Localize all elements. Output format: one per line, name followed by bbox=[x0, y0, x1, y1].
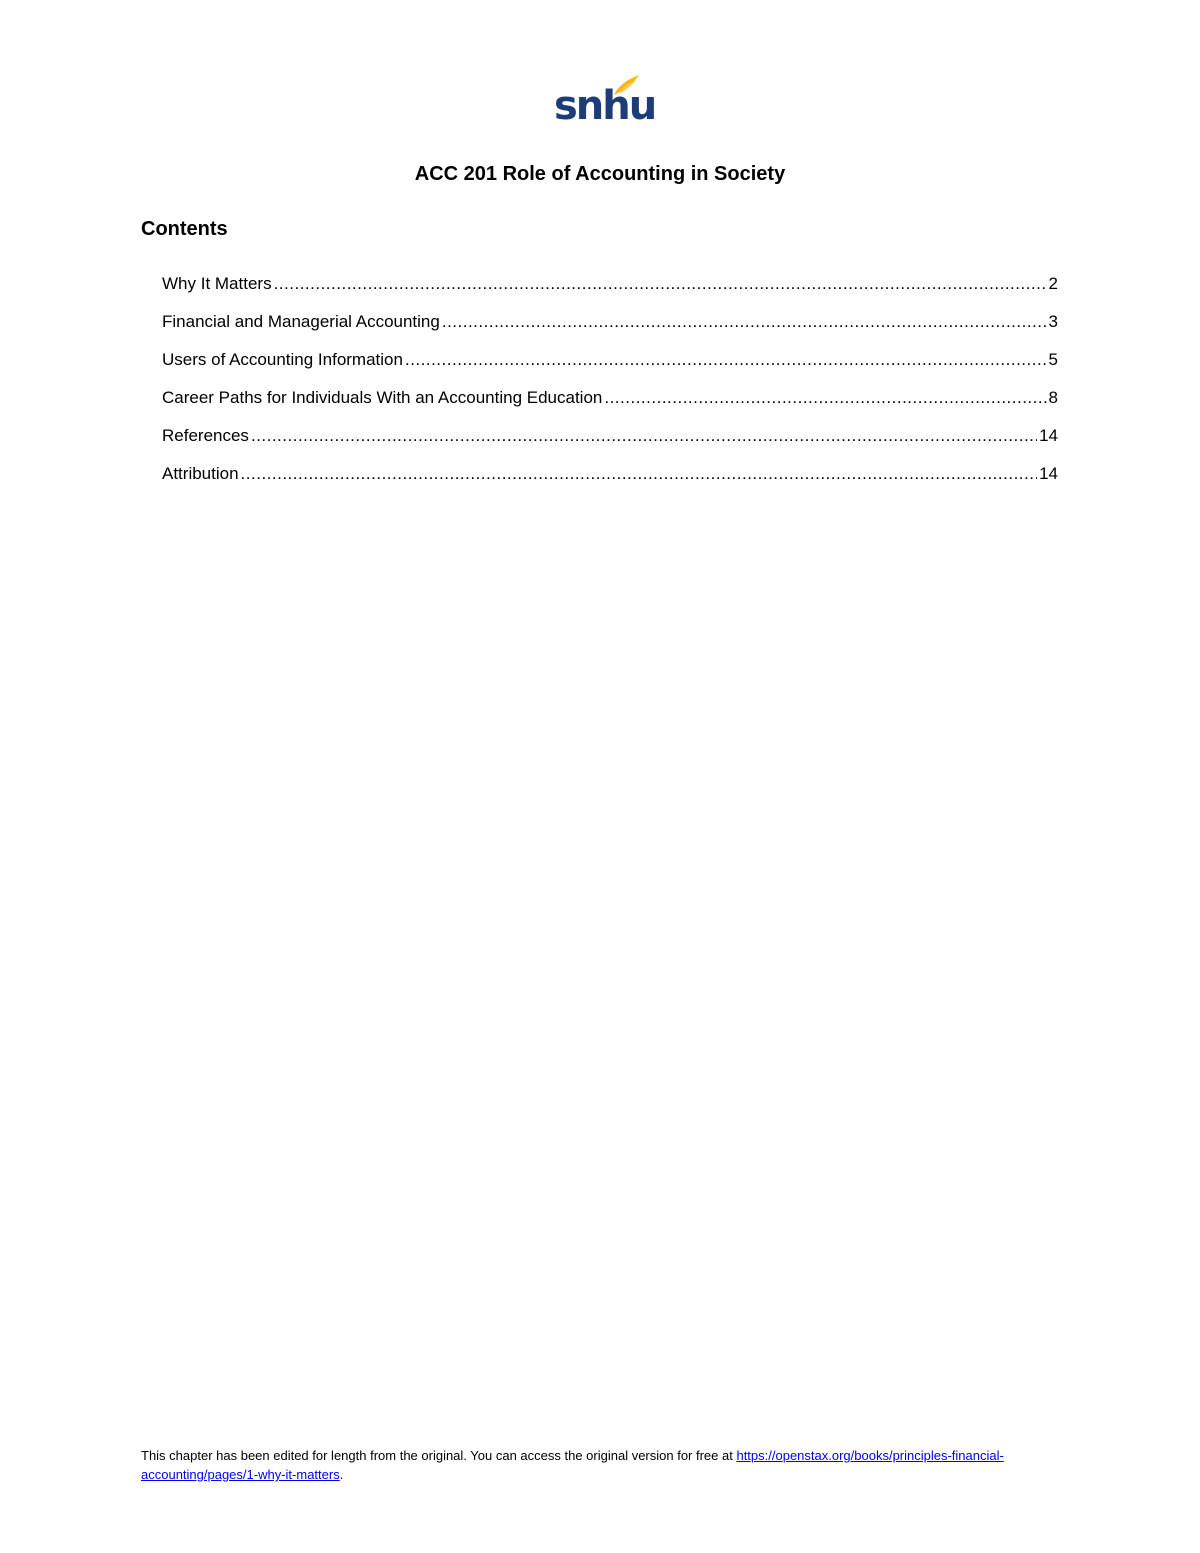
toc-entry-label: Financial and Managerial Accounting bbox=[162, 312, 440, 331]
toc-entry-label: Why It Matters bbox=[162, 274, 272, 293]
toc-entry-label: References bbox=[162, 426, 249, 445]
openstax-source-link[interactable]: https://openstax.org/books/principles-financial-accounting/pages/1-why-it-matters bbox=[141, 1448, 1004, 1482]
toc-entry-page: 14 bbox=[1039, 426, 1058, 445]
table-of-contents bbox=[162, 272, 1058, 500]
toc-entry-page: 5 bbox=[1048, 350, 1058, 369]
toc-entry-page: 8 bbox=[1048, 388, 1058, 407]
toc-entry-financial-managerial[interactable] bbox=[162, 310, 1058, 348]
toc-entry-page: 3 bbox=[1048, 312, 1058, 331]
toc-leader-dots bbox=[241, 462, 1038, 486]
toc-entry-users[interactable] bbox=[162, 348, 1058, 386]
toc-leader-dots bbox=[442, 310, 1047, 334]
toc-entry-label: Users of Accounting Information bbox=[162, 350, 403, 369]
toc-leader-dots bbox=[251, 424, 1037, 448]
toc-entry-page: 2 bbox=[1048, 274, 1058, 293]
toc-leader-dots bbox=[274, 272, 1047, 296]
toc-entry-label: Attribution bbox=[162, 464, 239, 483]
snhu-logo bbox=[554, 74, 656, 134]
toc-entry-why-it-matters[interactable] bbox=[162, 272, 1058, 310]
footer-note bbox=[141, 1446, 1061, 1484]
logo-wordmark: snhu bbox=[554, 83, 656, 129]
document-title: ACC 201 Role of Accounting in Society bbox=[414, 163, 786, 185]
toc-entry-attribution[interactable] bbox=[162, 462, 1058, 500]
contents-heading: Contents bbox=[141, 218, 228, 240]
footer-text: This chapter has been edited for length from the original. You can access the original version for free at bbox=[141, 1448, 737, 1463]
toc-entry-references[interactable] bbox=[162, 424, 1058, 462]
toc-leader-dots bbox=[405, 348, 1047, 372]
toc-entry-label: Career Paths for Individuals With an Accounting Education bbox=[162, 388, 603, 407]
footer-trailing: . bbox=[339, 1467, 344, 1482]
toc-entry-page: 14 bbox=[1039, 464, 1058, 483]
toc-entry-career-paths[interactable] bbox=[162, 386, 1058, 424]
toc-leader-dots bbox=[604, 386, 1046, 410]
